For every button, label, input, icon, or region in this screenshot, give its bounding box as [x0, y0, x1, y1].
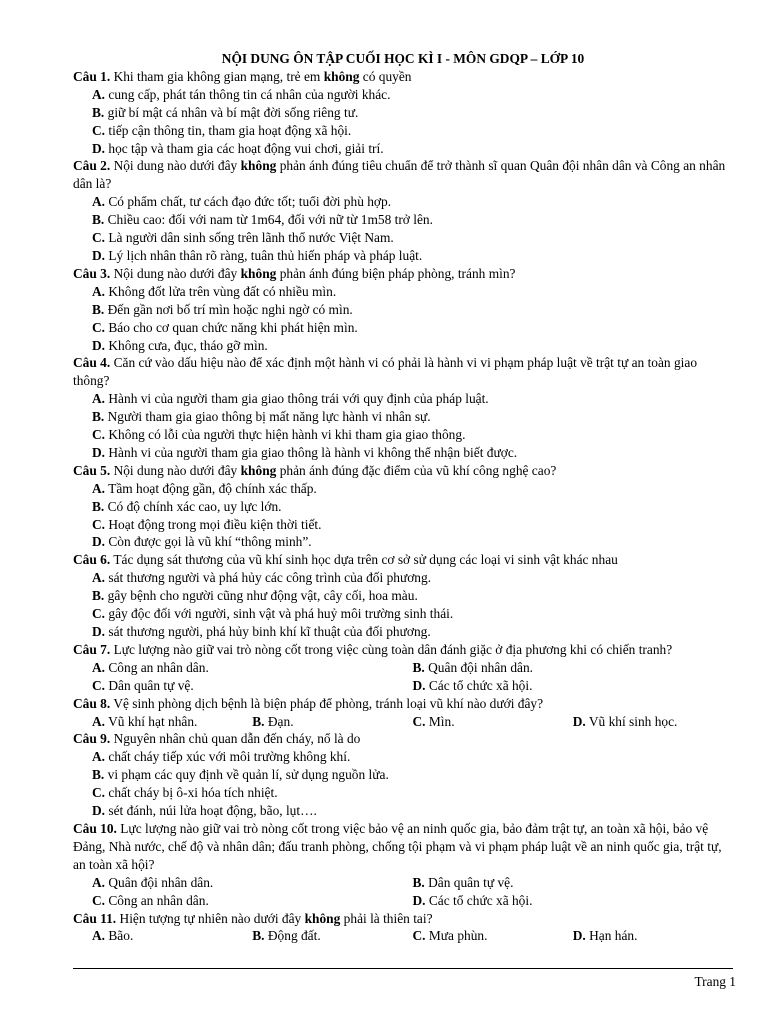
answer-option [413, 659, 734, 677]
option-text: Vũ khí hạt nhân. [105, 713, 198, 729]
option-text: Người tham gia giao thông bị mất năng lực hành vi nhân sự. [104, 409, 431, 425]
option-text: học tập và tham gia các hoạt động vui chơi, giải trí. [105, 140, 384, 156]
question-text: Khi tham gia không gian mạng, trẻ em [110, 68, 324, 84]
question-block [73, 551, 733, 641]
question-text: Hiện tượng tự nhiên nào dưới đây [116, 910, 305, 926]
option-key: D. [92, 444, 106, 460]
answer-option [92, 892, 413, 910]
answer-option [73, 748, 733, 766]
question-text: Lực lượng nào giữ vai trò nòng cốt trong việc bảo vệ an ninh quốc gia, bảo đảm trật tự, an toàn xã hội, bảo vệ Đảng, Nhà nước, chế độ và nhân dân; đấu tranh phòng, chống tội phạm và vi phạm pháp luật về an ninh quốc gia, trật tự, an toàn xã hội? [73, 820, 722, 872]
question-stem [73, 910, 733, 928]
question-stem [73, 462, 733, 480]
option-text: Hành vi của người tham gia giao thông trái với quy định của pháp luật. [105, 391, 489, 407]
option-key: C. [92, 677, 106, 693]
question-label: Câu 1. [73, 68, 111, 84]
option-text: Vũ khí sinh học. [585, 713, 678, 729]
option-text: Đạn. [264, 713, 294, 729]
option-key: D. [92, 140, 106, 156]
option-text: Đến gần nơi bố trí mìn hoặc nghi ngờ có mìn. [104, 301, 353, 317]
question-text: Nguyên nhân chủ quan dẫn đến cháy, nổ là do [110, 731, 361, 747]
question-text: Lực lượng nào giữ vai trò nòng cốt trong việc cùng toàn dân đánh giặc ở địa phương khi có chiến tranh? [110, 641, 673, 657]
question-stem [73, 695, 733, 713]
question-block [73, 910, 733, 946]
question-block [73, 462, 733, 552]
emphasis-text: không [323, 68, 360, 84]
answer-option [73, 122, 733, 140]
option-key: A. [92, 928, 106, 944]
option-text: chất cháy tiếp xúc với môi trường không khí. [105, 749, 351, 765]
question-text: có quyền [359, 68, 412, 84]
option-row [73, 677, 733, 695]
answer-option [73, 408, 733, 426]
emphasis-text: không [240, 265, 277, 281]
question-stem [73, 641, 733, 659]
option-text: Quân đội nhân dân. [424, 659, 533, 675]
question-label: Câu 8. [73, 695, 111, 711]
answer-option [413, 927, 573, 945]
option-key: C. [92, 230, 106, 246]
option-row [73, 874, 733, 892]
option-key: A. [92, 480, 106, 496]
option-key: A. [92, 713, 106, 729]
question-label: Câu 5. [73, 462, 111, 478]
answer-option [73, 86, 733, 104]
answer-option [252, 713, 412, 731]
answer-option [73, 319, 733, 337]
answer-option [73, 605, 733, 623]
option-key: B. [92, 767, 105, 783]
option-text: Chiều cao: đối với nam từ 1m64, đối với nữ từ 1m58 trở lên. [104, 212, 433, 228]
question-block [73, 157, 733, 264]
option-key: D. [572, 928, 586, 944]
question-block [73, 641, 733, 695]
page-title: NỘI DUNG ÔN TẬP CUỐI HỌC KÌ I - MÔN GDQP – LỚP 10 [221, 51, 585, 66]
option-key: B. [92, 409, 105, 425]
option-text: chất cháy bị ô-xi hóa tích nhiệt. [105, 785, 278, 801]
question-text: Nội dung nào dưới đây [110, 265, 241, 281]
option-text: Bão. [105, 928, 134, 944]
emphasis-text: không [240, 158, 277, 174]
option-key: A. [92, 874, 106, 890]
option-key: C. [92, 516, 106, 532]
option-key: C. [92, 427, 106, 443]
option-text: Công an nhân dân. [105, 892, 209, 908]
option-key: C. [412, 928, 426, 944]
question-label: Câu 10. [73, 820, 117, 836]
option-text: Quân đội nhân dân. [105, 874, 214, 890]
emphasis-text: không [240, 462, 277, 478]
question-block [73, 730, 733, 820]
question-block [73, 265, 733, 355]
answer-option [413, 874, 734, 892]
question-label: Câu 6. [73, 552, 111, 568]
question-label: Câu 2. [73, 158, 111, 174]
option-text: sát thương người, phá hủy binh khí kĩ thuật của đối phương. [105, 624, 431, 639]
option-text: Không cưa, đục, tháo gỡ mìn. [105, 337, 268, 353]
answer-option [92, 677, 413, 695]
option-text: Còn được gọi là vũ khí “thông minh”. [105, 534, 312, 550]
question-block [73, 68, 733, 158]
question-label: Câu 7. [73, 641, 111, 657]
option-key: C. [92, 122, 106, 138]
answer-option [73, 193, 733, 211]
option-key: B. [252, 928, 265, 944]
answer-option [413, 677, 734, 695]
option-text: Hành vi của người tham gia giao thông là hành vi không thể nhận biết được. [105, 444, 518, 460]
question-text: phải là thiên tai? [340, 910, 433, 926]
answer-option [73, 480, 733, 498]
answer-option [73, 444, 733, 462]
option-key: B. [252, 713, 265, 729]
option-key: D. [92, 534, 106, 550]
question-text: Nội dung nào dưới đây [110, 462, 241, 478]
question-text: phản ánh đúng biện pháp phòng, tránh mìn? [276, 265, 516, 281]
option-text: Không có lỗi của người thực hiện hành vi khi tham gia giao thông. [105, 427, 466, 443]
option-text: Công an nhân dân. [105, 659, 209, 675]
option-text: Động đất. [264, 928, 321, 944]
option-text: Hoạt động trong mọi điều kiện thời tiết. [105, 516, 322, 532]
option-key: A. [92, 749, 106, 765]
option-key: D. [92, 624, 106, 639]
option-text: Không đốt lửa trên vùng đất có nhiều mìn. [105, 283, 337, 299]
question-label: Câu 9. [73, 731, 111, 747]
option-key: A. [92, 391, 106, 407]
option-text: Các tổ chức xã hội. [425, 677, 533, 693]
answer-option [92, 659, 413, 677]
option-key: A. [92, 194, 106, 210]
question-label: Câu 4. [73, 355, 111, 371]
option-key: A. [92, 283, 106, 299]
option-text: sát thương người và phá hủy các công trình của đối phương. [105, 570, 432, 586]
option-text: Mưa phùn. [425, 928, 488, 944]
option-key: B. [92, 212, 105, 228]
answer-option [73, 283, 733, 301]
answer-option [73, 104, 733, 122]
option-text: Lý lịch nhân thân rõ ràng, tuân thủ hiến pháp và pháp luật. [105, 247, 423, 263]
question-label: Câu 11. [73, 910, 117, 926]
option-key: C. [92, 606, 106, 622]
option-text: sét đánh, núi lửa hoạt động, bão, lụt…. [105, 803, 317, 819]
option-key: B. [92, 498, 105, 514]
document-body [73, 50, 733, 945]
option-text: Báo cho cơ quan chức năng khi phát hiện mìn. [105, 319, 358, 335]
option-key: D. [92, 803, 106, 819]
question-text: Nội dung nào dưới đây [110, 158, 241, 174]
option-key: C. [412, 713, 426, 729]
question-list [73, 68, 733, 945]
option-text: Dân quân tự vệ. [424, 874, 514, 890]
answer-option [92, 927, 252, 945]
option-text: giữ bí mật cá nhân và bí mật đời sống riêng tư. [104, 104, 359, 120]
answer-option [573, 713, 733, 731]
option-row [73, 713, 733, 731]
question-stem [73, 157, 733, 193]
answer-option [573, 927, 733, 945]
option-row [73, 659, 733, 677]
option-key: B. [412, 659, 425, 675]
answer-option [413, 713, 573, 731]
answer-option [73, 498, 733, 516]
answer-option [92, 874, 413, 892]
option-text: Là người dân sinh sống trên lãnh thổ nước Việt Nam. [105, 230, 394, 246]
option-key: B. [412, 874, 425, 890]
answer-option [73, 623, 733, 641]
option-key: B. [92, 301, 105, 317]
question-block [73, 695, 733, 731]
answer-option [73, 301, 733, 319]
option-text: gây bệnh cho người cũng như động vật, cây cối, hoa màu. [104, 588, 418, 604]
option-key: D. [412, 677, 426, 693]
option-text: Tầm hoạt động gần, độ chính xác thấp. [105, 480, 317, 496]
answer-option [73, 533, 733, 551]
question-stem [73, 730, 733, 748]
question-text: phản ánh đúng tiêu chuẩn để trở thành sĩ quan Quân đội nhân dân và Công an nhân dân là? [73, 158, 726, 192]
option-key: A. [92, 570, 106, 586]
answer-option [252, 927, 412, 945]
option-text: Dân quân tự vệ. [105, 677, 194, 693]
option-text: gây độc đối với người, sinh vật và phá huỷ môi trường sinh thái. [105, 606, 454, 622]
page-number: Trang 1 [694, 974, 736, 989]
option-key: D. [92, 337, 106, 353]
question-stem [73, 68, 733, 86]
answer-option [73, 784, 733, 802]
question-text: Tác dụng sát thương của vũ khí sinh học dựa trên cơ sở sử dụng các loại vi sinh vật khác nhau [110, 552, 618, 568]
question-label: Câu 3. [73, 265, 111, 281]
answer-option [413, 892, 734, 910]
question-block [73, 820, 733, 910]
emphasis-text: không [304, 910, 341, 926]
answer-option [73, 426, 733, 444]
answer-option [73, 229, 733, 247]
question-text: Vệ sinh phòng dịch bệnh là biện pháp để phòng, tránh loại vũ khí nào dưới đây? [110, 695, 544, 711]
answer-option [73, 516, 733, 534]
option-key: B. [92, 104, 105, 120]
option-key: A. [92, 86, 106, 102]
option-row [73, 892, 733, 910]
answer-option [73, 569, 733, 587]
option-key: A. [92, 659, 106, 675]
question-stem [73, 551, 733, 569]
question-text: Căn cứ vào dấu hiệu nào để xác định một hành vi có phải là hành vi vi phạm pháp luật về trật tự an toàn giao thông? [73, 355, 698, 389]
answer-option [73, 766, 733, 784]
question-stem [73, 265, 733, 283]
option-key: C. [92, 892, 106, 908]
option-row [73, 927, 733, 945]
question-block [73, 354, 733, 461]
option-text: Hạn hán. [585, 928, 638, 944]
question-stem [73, 354, 733, 390]
option-text: tiếp cận thông tin, tham gia hoạt động xã hội. [105, 122, 352, 138]
answer-option [73, 140, 733, 158]
option-text: Có độ chính xác cao, uy lực lớn. [104, 498, 282, 514]
question-stem [73, 820, 733, 874]
answer-option [73, 390, 733, 408]
option-key: D. [92, 247, 106, 263]
option-text: Mìn. [425, 713, 455, 729]
option-text: vi phạm các quy định về quản lí, sử dụng nguồn lửa. [104, 767, 389, 783]
answer-option [73, 211, 733, 229]
question-text: phản ánh đúng đặc điểm của vũ khí công nghệ cao? [276, 462, 557, 478]
option-text: cung cấp, phát tán thông tin cá nhân của người khác. [105, 86, 391, 102]
option-key: D. [412, 892, 426, 908]
option-key: C. [92, 785, 106, 801]
option-key: C. [92, 319, 106, 335]
option-key: D. [572, 713, 586, 729]
option-text: Có phẩm chất, tư cách đạo đức tốt; tuổi đời phù hợp. [105, 194, 392, 210]
answer-option [73, 337, 733, 355]
answer-option [73, 247, 733, 265]
answer-option [92, 713, 252, 731]
answer-option [73, 587, 733, 605]
answer-option [73, 802, 733, 820]
option-text: Các tổ chức xã hội. [425, 892, 533, 908]
option-key: B. [92, 588, 105, 604]
footer-divider [73, 968, 733, 969]
